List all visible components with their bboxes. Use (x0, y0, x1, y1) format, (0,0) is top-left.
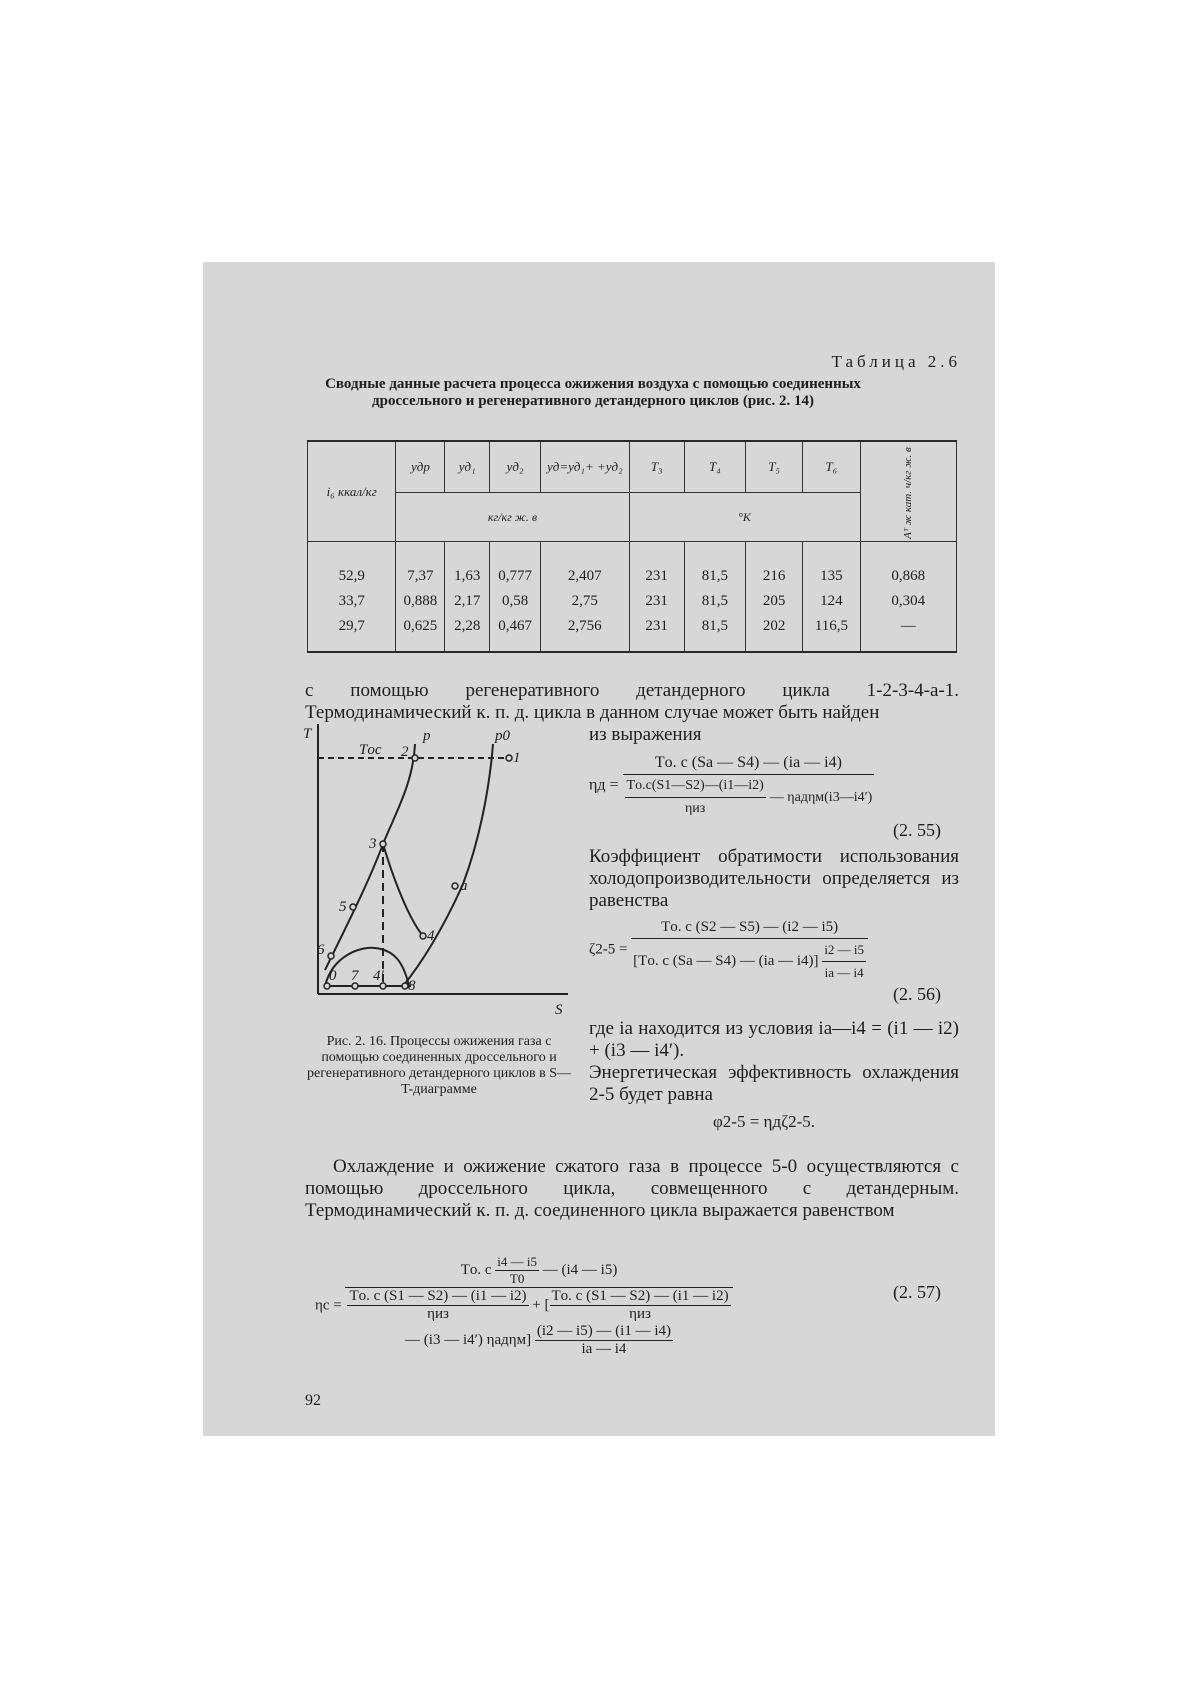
label-pt4prime: 4′ (373, 968, 384, 984)
label-toc: Tос (359, 742, 382, 758)
eq55-lhs: ηд = (589, 776, 619, 794)
paragraph-energy-efficiency: Энергетическая эффективность охлаждения 2-5 будет равна (589, 1062, 959, 1105)
eq57-d2-tail: — (i3 — i4′) ηадηм (405, 1331, 527, 1348)
eq56-fraction (631, 916, 868, 984)
table-row (308, 564, 957, 589)
header-t3: T₃ (629, 441, 684, 493)
label-pt7: 7 (351, 968, 359, 984)
paragraph-intro-tail: из выражения (589, 724, 702, 745)
header-yd1: yд₁ (445, 441, 490, 493)
label-pt0: 0 (329, 968, 337, 984)
table-cell: 231 (629, 589, 684, 614)
s-t-diagram (303, 724, 573, 1024)
table-label: Таблица 2.6 (831, 352, 961, 371)
eq57-num-frac-d: T0 (509, 1271, 525, 1286)
eq-number-2-57: (2. 57) (893, 1282, 941, 1302)
label-p: p (423, 728, 431, 744)
eq57-denominator: $\frac{Tо. с (S1 — S2) — (i1 — i2)}{\text{ηиз}}$ + [ $\frac{Tо. с (S1 — S2) — (i1 — i2)}{\text{ηиз}}$ — (i3 — i4′) ηадηм] $\frac{(i2 — i5) — (i1 — i4)}{ia — i4}$ (349, 1288, 729, 1357)
table-cell: 29,7 (308, 614, 396, 639)
eq57-numerator (345, 1254, 732, 1288)
table-cell: 124 (803, 589, 860, 614)
header-yd2: yд₂ (490, 441, 541, 493)
table-cell: 0,888 (396, 589, 445, 614)
header-work (860, 441, 956, 542)
table-cell: 0,777 (490, 564, 541, 589)
table-cell: 231 (629, 564, 684, 589)
table-cell: 81,5 (684, 614, 745, 639)
table-cell: 0,467 (490, 614, 541, 639)
label-pt2: 2 (401, 744, 409, 760)
eq57-d2-den: ηиз (629, 1306, 651, 1322)
header-i6: i₆ ккал/кг (308, 441, 396, 542)
eq57-plus: + (532, 1296, 541, 1313)
paragraph-intro: с помощью регенеративного детандерного цикла 1-2-3-4-а-1. Термодинамический к. п. д. цикла в данном случае может быть найден (305, 680, 959, 723)
eq56-den-a: [Tо. с (Sa — S4) — (ia — i4)] (633, 952, 819, 969)
table-cell: 216 (746, 564, 803, 589)
eq-number-2-56: (2. 56) (893, 984, 941, 1004)
label-pt5: 5 (339, 899, 347, 915)
eq57-num-a: Tо. с (460, 1261, 492, 1278)
eq57-d3-num: (i2 — i5) — (i1 — i4) (536, 1323, 672, 1339)
equation-phi: φ2-5 = ηдζ2-5. (713, 1112, 816, 1131)
s-axis-label: S (555, 1002, 563, 1018)
paragraph-reversibility: Коэффициент обратимости использования холодопроизводительности определяется из равенства (589, 846, 959, 911)
table-cell: 81,5 (684, 564, 745, 589)
table-cell: 7,37 (396, 564, 445, 589)
table-cell: 2,28 (445, 614, 490, 639)
paragraph-ia-condition: где ia находится из условия ia—i4 = (i1 — i2) + (i3 — i4′). (589, 1018, 959, 1061)
header-work-label: Aᵀ ж кат. ч/кг ж. в (902, 446, 915, 539)
eq55-inner-num: Tо.с(S1—S2)—(i1—i2) (625, 775, 766, 798)
table-cell: 205 (746, 589, 803, 614)
table-cell: 81,5 (684, 589, 745, 614)
eq56-sub-den: ia — i4 (824, 965, 864, 980)
saturation-dome (325, 948, 409, 986)
label-pt1: 1 (513, 750, 521, 766)
eq55-inner-den: ηиз (684, 801, 706, 816)
eq57-lhs: ηс = (315, 1297, 342, 1314)
table-row (308, 614, 957, 639)
header-t6: T₆ (803, 441, 860, 493)
summary-table (307, 440, 957, 653)
header-ydr: yдр (396, 441, 445, 493)
table-cell: 0,625 (396, 614, 445, 639)
table-cell: 2,407 (541, 564, 629, 589)
label-pt4: 4 (427, 928, 435, 944)
table-units-row (308, 493, 957, 542)
eq56-sub-num: i2 — i5 (822, 939, 866, 962)
eq55-fraction (623, 752, 875, 820)
label-pta: a (460, 878, 468, 894)
header-t4: T₄ (684, 441, 745, 493)
table-cell: 231 (629, 614, 684, 639)
units-mass: кг/кг ж. в (396, 493, 629, 542)
header-t5: T₅ (746, 441, 803, 493)
equation-2-55 (589, 752, 959, 820)
table-header-row (308, 441, 957, 493)
eq57-d1-num: Tо. с (S1 — S2) — (i1 — i2) (349, 1288, 527, 1304)
label-pt8: 8 (408, 978, 416, 994)
eq55-denominator (623, 775, 875, 820)
table-cell: 1,63 (445, 564, 490, 589)
table-cell: 0,868 (860, 564, 956, 589)
units-temperature: °K (629, 493, 860, 542)
eq55-tail: — ηадηм(i3—i4′) (769, 790, 873, 806)
equation-2-57 (315, 1254, 855, 1358)
table-row (308, 589, 957, 614)
table-cell: 202 (746, 614, 803, 639)
table-cell: 135 (803, 564, 860, 589)
table-cell: 52,9 (308, 564, 396, 589)
equation-2-56 (589, 916, 959, 984)
eq57-num-frac-n: i4 — i5 (497, 1254, 538, 1269)
eq57-d1-den: ηиз (427, 1306, 449, 1322)
label-p0: p0 (495, 728, 510, 744)
eq56-denominator (631, 939, 868, 984)
paragraph-combined-cycle: Охлаждение и ожижение сжатого газа в процессе 5-0 осуществляются с помощью дроссельного цикла, совмещенного с детандерным. Термодинамический к. п. д. соединенного цикла выражается равенством (305, 1156, 959, 1221)
page-number: 92 (305, 1392, 321, 1409)
table-cell: 0,304 (860, 589, 956, 614)
eq-number-2-55: (2. 55) (893, 820, 941, 840)
table-cell: 33,7 (308, 589, 396, 614)
table-caption: Сводные данные расчета процесса ожижения воздуха с помощью соединенных дроссельного и регенеративного детандерного циклов (рис. 2. 14) (325, 376, 861, 409)
eq57-fraction (345, 1254, 732, 1358)
eq57-num-b: — (i4 — i5) (542, 1261, 618, 1278)
eq56-numerator: Tо. с (S2 — S5) — (i2 — i5) (631, 916, 868, 939)
label-pt6: 6 (317, 942, 325, 958)
isobar-p (325, 744, 415, 970)
eq57-d3-den: ia — i4 (581, 1341, 627, 1357)
header-yd-sum: yд=yд₁+ +yд₂ (541, 441, 629, 493)
table-cell: 0,58 (490, 589, 541, 614)
figure-caption: Рис. 2. 16. Процессы ожижения газа с помощью соединенных дроссельного и регенеративного детандерного циклов в S—T-диаграмме (307, 1034, 571, 1097)
eq55-numerator: Tо. с (Sa — S4) — (ia — i4) (623, 752, 875, 775)
isobar-p0 (403, 744, 493, 986)
eq56-lhs: ζ2-5 = (589, 941, 628, 958)
table-cell: 2,17 (445, 589, 490, 614)
table-cell: 2,75 (541, 589, 629, 614)
expansion-3-4 (383, 844, 423, 936)
table-cell: 116,5 (803, 614, 860, 639)
t-axis-label: T (303, 726, 312, 742)
label-pt3: 3 (369, 836, 377, 852)
eq57-d2-num: Tо. с (S1 — S2) — (i1 — i2) (551, 1288, 729, 1304)
book-page (203, 262, 995, 1436)
table-cell: 2,756 (541, 614, 629, 639)
table-cell: — (860, 614, 956, 639)
